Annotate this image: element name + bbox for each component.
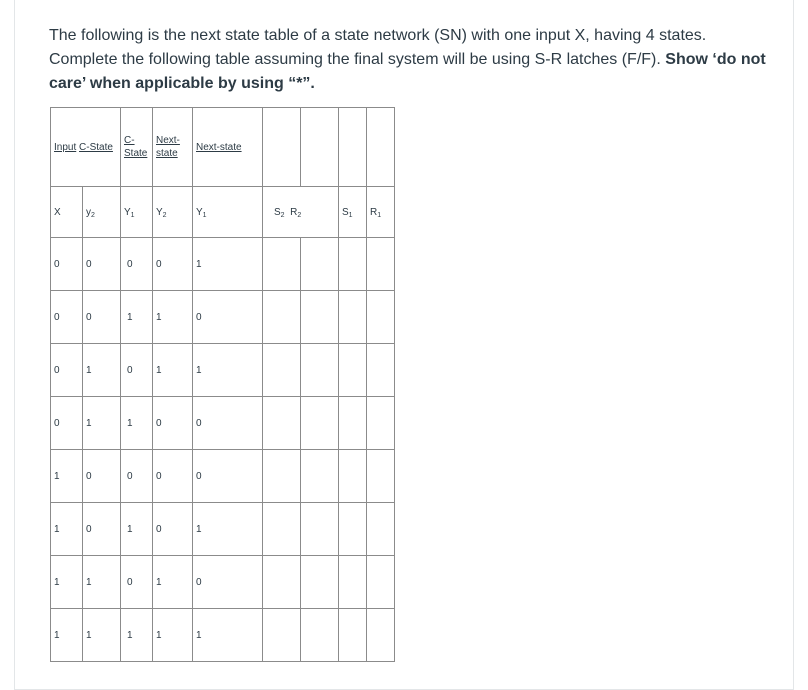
- table-row: [51, 397, 395, 450]
- table-row: [51, 291, 395, 344]
- table-cell: 1: [193, 238, 263, 291]
- table-cell: 0: [83, 503, 121, 556]
- answer-cell[interactable]: [367, 609, 395, 662]
- table-cell: 0: [121, 344, 153, 397]
- label-y2: $y_2$: [83, 187, 121, 238]
- answer-cell[interactable]: [301, 609, 339, 662]
- answer-cell[interactable]: [263, 609, 301, 662]
- table-cell: 1: [51, 556, 83, 609]
- table-cell: 0: [153, 450, 193, 503]
- table-cell: 0: [83, 238, 121, 291]
- answer-cell[interactable]: [263, 556, 301, 609]
- table-row: [51, 450, 395, 503]
- header-input: Input: [54, 141, 77, 153]
- table-cell: 0: [51, 238, 83, 291]
- table-cell: 1: [121, 291, 153, 344]
- table-cell: 0: [121, 556, 153, 609]
- label-S1: $S_1$: [339, 187, 367, 238]
- answer-cell[interactable]: [301, 397, 339, 450]
- table-cell: 0: [83, 291, 121, 344]
- header-next: Next- state: [153, 108, 193, 187]
- answer-cell[interactable]: [367, 291, 395, 344]
- table-cell: 0: [193, 450, 263, 503]
- answer-cell[interactable]: [367, 450, 395, 503]
- answer-cell[interactable]: [301, 238, 339, 291]
- table-cell: 0: [51, 291, 83, 344]
- answer-cell[interactable]: [367, 397, 395, 450]
- answer-cell[interactable]: [301, 344, 339, 397]
- label-S2-R2: $S_2$ $R_2$: [263, 187, 339, 238]
- answer-cell[interactable]: [301, 556, 339, 609]
- table-label-row: [51, 187, 395, 238]
- answer-cell[interactable]: [367, 238, 395, 291]
- table-cell: 0: [51, 397, 83, 450]
- question-bold: Show ‘do not care’ when applicable by using “*”.: [49, 51, 766, 92]
- table-cell: 1: [51, 503, 83, 556]
- table-cell: 0: [83, 450, 121, 503]
- table-cell: 1: [193, 344, 263, 397]
- answer-cell[interactable]: [263, 238, 301, 291]
- answer-cell[interactable]: [339, 344, 367, 397]
- table-cell: 0: [193, 291, 263, 344]
- answer-cell[interactable]: [339, 556, 367, 609]
- label-x: X: [51, 187, 83, 238]
- table-row: [51, 503, 395, 556]
- table-cell: 1: [83, 397, 121, 450]
- table-cell: 1: [121, 503, 153, 556]
- label-Y1: $Y_1$: [121, 187, 153, 238]
- label-R1: $R_1$: [367, 187, 395, 238]
- header-empty-1: [263, 108, 301, 187]
- question-text: [49, 24, 769, 96]
- answer-cell[interactable]: [367, 556, 395, 609]
- header-cstate: C-State: [79, 141, 113, 153]
- state-table: [50, 107, 395, 662]
- table-cell: 0: [121, 450, 153, 503]
- table-cell: 0: [193, 556, 263, 609]
- table-cell: 0: [121, 238, 153, 291]
- answer-cell[interactable]: [339, 397, 367, 450]
- answer-cell[interactable]: [301, 450, 339, 503]
- answer-cell[interactable]: [301, 503, 339, 556]
- table-cell: 1: [83, 556, 121, 609]
- table-cell: 0: [153, 397, 193, 450]
- answer-cell[interactable]: [263, 344, 301, 397]
- header-empty-4: [367, 108, 395, 187]
- table-cell: 1: [193, 609, 263, 662]
- table-cell: 1: [51, 609, 83, 662]
- table-cell: 1: [121, 397, 153, 450]
- answer-cell[interactable]: [263, 291, 301, 344]
- table-cell: 1: [153, 344, 193, 397]
- table-row: [51, 609, 395, 662]
- table-cell: 1: [51, 450, 83, 503]
- header-nextstate: Next-state: [193, 108, 263, 187]
- table-cell: 1: [193, 503, 263, 556]
- table-cell: 1: [153, 556, 193, 609]
- table-row: [51, 238, 395, 291]
- label-Y2: $Y_2$: [153, 187, 193, 238]
- table-row: [51, 556, 395, 609]
- table-cell: 0: [193, 397, 263, 450]
- label-Y1-next: $Y_1$: [193, 187, 263, 238]
- answer-cell[interactable]: [339, 238, 367, 291]
- question-plain: The following is the next state table of a state network (SN) with one input X, having 4 states. Complete the following table assuming the final system will be using S-R latches (F/F).: [49, 27, 707, 68]
- answer-cell[interactable]: [339, 609, 367, 662]
- table-cell: 0: [153, 503, 193, 556]
- table-cell: 1: [83, 609, 121, 662]
- table-cell: 1: [153, 609, 193, 662]
- header-cstate-2: C- State: [121, 108, 153, 187]
- answer-cell[interactable]: [367, 344, 395, 397]
- table-cell: 1: [121, 609, 153, 662]
- answer-cell[interactable]: [301, 291, 339, 344]
- answer-cell[interactable]: [263, 450, 301, 503]
- table-cell: 0: [153, 238, 193, 291]
- table-cell: 1: [153, 291, 193, 344]
- answer-cell[interactable]: [367, 503, 395, 556]
- header-input-cstate: [51, 108, 121, 187]
- table-header-row: [51, 108, 395, 187]
- answer-cell[interactable]: [339, 450, 367, 503]
- answer-cell[interactable]: [263, 397, 301, 450]
- answer-cell[interactable]: [339, 291, 367, 344]
- answer-cell[interactable]: [339, 503, 367, 556]
- table-cell: 1: [83, 344, 121, 397]
- answer-cell[interactable]: [263, 503, 301, 556]
- table-cell: 0: [51, 344, 83, 397]
- table-row: [51, 344, 395, 397]
- header-empty-3: [339, 108, 367, 187]
- header-empty-2: [301, 108, 339, 187]
